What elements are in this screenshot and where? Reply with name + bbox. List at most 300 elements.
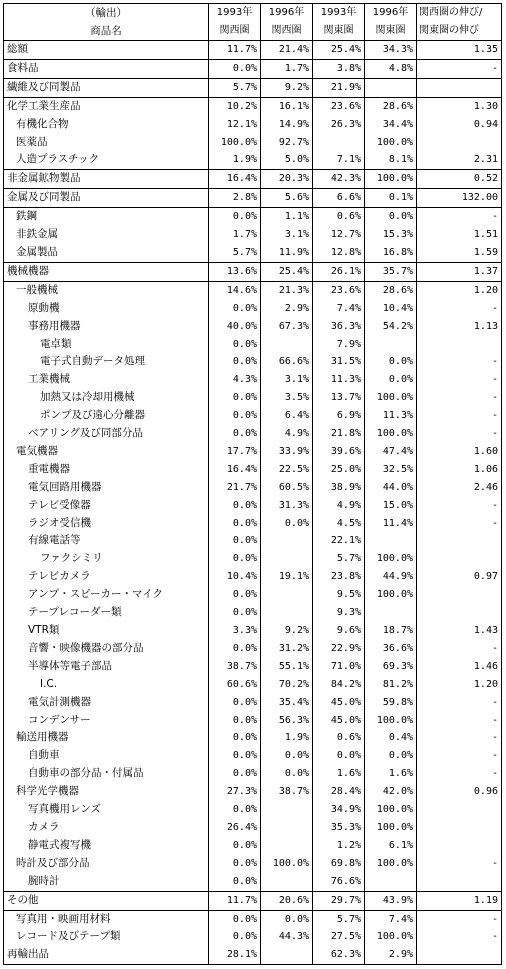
- value-cell: 10.4%: [365, 300, 417, 318]
- value-cell: 1.1%: [261, 208, 313, 226]
- table-row: [4, 891, 502, 910]
- row-name: 化学工業生産品: [4, 97, 209, 115]
- value-cell: 9.5%: [313, 586, 365, 604]
- value-cell: 1.6%: [313, 765, 365, 783]
- value-cell: 59.8%: [365, 694, 417, 712]
- table-row: [4, 532, 502, 550]
- value-cell: 28.1%: [209, 946, 261, 964]
- value-cell: 0.0%: [209, 640, 261, 658]
- value-cell: 4.8%: [365, 59, 417, 78]
- growth-cell: 0.94: [417, 116, 502, 134]
- value-cell: 2.9%: [365, 946, 417, 964]
- table-row: [4, 336, 502, 354]
- row-name: 輸送用機器: [4, 729, 209, 747]
- table-row: [4, 208, 502, 226]
- growth-cell: 1.20: [417, 676, 502, 694]
- row-name: 電子式自動データ処理: [4, 353, 209, 371]
- growth-cell: -: [417, 928, 502, 946]
- value-cell: 0.0%: [209, 300, 261, 318]
- value-cell: 0.0%: [209, 59, 261, 78]
- value-cell: 0.0%: [209, 407, 261, 425]
- table-row: [4, 747, 502, 765]
- value-cell: 35.3%: [313, 819, 365, 837]
- growth-cell: [417, 134, 502, 152]
- row-name: 電卓類: [4, 336, 209, 354]
- row-name: レコード及びテープ類: [4, 928, 209, 946]
- value-cell: 5.7%: [209, 78, 261, 97]
- value-cell: 23.8%: [313, 568, 365, 586]
- value-cell: 1.7%: [261, 59, 313, 78]
- growth-cell: -: [417, 855, 502, 873]
- growth-cell: 1.51: [417, 226, 502, 244]
- value-cell: 100.0%: [209, 134, 261, 152]
- row-name: ベアリング及び同部分品: [4, 425, 209, 443]
- value-cell: 0.0%: [209, 837, 261, 855]
- value-cell: 0.0%: [209, 910, 261, 928]
- growth-cell: [417, 78, 502, 97]
- value-cell: 13.6%: [209, 262, 261, 281]
- value-cell: 18.7%: [365, 622, 417, 640]
- table-row: [4, 151, 502, 169]
- value-cell: 21.3%: [261, 281, 313, 299]
- value-cell: 7.9%: [313, 336, 365, 354]
- row-name: 医薬品: [4, 134, 209, 152]
- value-cell: 28.6%: [365, 281, 417, 299]
- growth-cell: 1.37: [417, 262, 502, 281]
- row-name: 電気機器: [4, 443, 209, 461]
- table-row: [4, 855, 502, 873]
- growth-cell: -: [417, 910, 502, 928]
- value-cell: 0.0%: [209, 729, 261, 747]
- value-cell: 10.4%: [209, 568, 261, 586]
- header-growth-bottom: 関東圏の伸び: [417, 22, 502, 41]
- value-cell: 60.6%: [209, 676, 261, 694]
- row-name: 自動車の部分品・付属品: [4, 765, 209, 783]
- table-row: [4, 515, 502, 533]
- value-cell: 0.0%: [209, 515, 261, 533]
- value-cell: 8.1%: [365, 151, 417, 169]
- value-cell: 22.5%: [261, 461, 313, 479]
- table-row: [4, 461, 502, 479]
- growth-cell: 1.06: [417, 461, 502, 479]
- table-row: [4, 658, 502, 676]
- table-row: [4, 189, 502, 208]
- row-name: 電気回路用機器: [4, 479, 209, 497]
- row-name: 有機化合物: [4, 116, 209, 134]
- value-cell: 21.4%: [261, 41, 313, 60]
- growth-cell: -: [417, 747, 502, 765]
- value-cell: 6.6%: [313, 189, 365, 208]
- table-body: [4, 41, 502, 965]
- value-cell: 31.3%: [261, 497, 313, 515]
- value-cell: 11.4%: [365, 515, 417, 533]
- value-cell: 10.2%: [209, 97, 261, 115]
- value-cell: 35.4%: [261, 694, 313, 712]
- header-year-col4: 1996年: [365, 4, 417, 23]
- row-name: 原動機: [4, 300, 209, 318]
- growth-cell: 1.20: [417, 281, 502, 299]
- growth-cell: -: [417, 515, 502, 533]
- table-row: [4, 41, 502, 60]
- row-name: 金属製品: [4, 244, 209, 262]
- growth-cell: -: [417, 407, 502, 425]
- value-cell: [261, 946, 313, 964]
- value-cell: 34.3%: [365, 41, 417, 60]
- value-cell: 5.0%: [261, 151, 313, 169]
- value-cell: 6.4%: [261, 407, 313, 425]
- table-row: [4, 78, 502, 97]
- value-cell: 0.0%: [209, 765, 261, 783]
- value-cell: 70.2%: [261, 676, 313, 694]
- value-cell: 9.6%: [313, 622, 365, 640]
- value-cell: 3.8%: [313, 59, 365, 78]
- value-cell: 0.0%: [261, 910, 313, 928]
- row-name: 総額: [4, 41, 209, 60]
- table-row: [4, 819, 502, 837]
- value-cell: 20.6%: [261, 891, 313, 910]
- value-cell: 42.0%: [365, 783, 417, 801]
- table-row: [4, 946, 502, 964]
- value-cell: 100.0%: [365, 855, 417, 873]
- value-cell: 2.8%: [209, 189, 261, 208]
- value-cell: 39.6%: [313, 443, 365, 461]
- value-cell: [365, 78, 417, 97]
- table-row: [4, 712, 502, 730]
- value-cell: 47.4%: [365, 443, 417, 461]
- value-cell: 1.9%: [209, 151, 261, 169]
- value-cell: 7.1%: [313, 151, 365, 169]
- value-cell: 34.4%: [365, 116, 417, 134]
- row-name: 自動車: [4, 747, 209, 765]
- value-cell: 7.4%: [365, 910, 417, 928]
- row-name: 繊維及び同製品: [4, 78, 209, 97]
- growth-cell: 132.00: [417, 189, 502, 208]
- growth-cell: -: [417, 729, 502, 747]
- row-name: カメラ: [4, 819, 209, 837]
- value-cell: 45.0%: [313, 694, 365, 712]
- value-cell: 100.0%: [365, 134, 417, 152]
- value-cell: 92.7%: [261, 134, 313, 152]
- header-label-bottom: 商品名: [4, 22, 209, 41]
- value-cell: [261, 873, 313, 891]
- value-cell: 42.3%: [313, 170, 365, 189]
- table-row: [4, 170, 502, 189]
- value-cell: 6.9%: [313, 407, 365, 425]
- row-name: 機械機器: [4, 262, 209, 281]
- value-cell: 16.1%: [261, 97, 313, 115]
- value-cell: 38.7%: [209, 658, 261, 676]
- table-row: [4, 873, 502, 891]
- row-name: 非鉄金属: [4, 226, 209, 244]
- value-cell: 71.0%: [313, 658, 365, 676]
- table-row: [4, 622, 502, 640]
- growth-cell: -: [417, 640, 502, 658]
- table-row: [4, 640, 502, 658]
- value-cell: 21.9%: [313, 78, 365, 97]
- value-cell: 26.1%: [313, 262, 365, 281]
- header-region-col4: 関東圏: [365, 22, 417, 41]
- table-row: [4, 550, 502, 568]
- table-row: [4, 497, 502, 515]
- row-name: 重電機器: [4, 461, 209, 479]
- row-name: 人造プラスチック: [4, 151, 209, 169]
- table-row: [4, 226, 502, 244]
- row-name: アンプ・スピーカー・マイク: [4, 586, 209, 604]
- growth-cell: [417, 532, 502, 550]
- value-cell: 25.4%: [313, 41, 365, 60]
- value-cell: 56.3%: [261, 712, 313, 730]
- row-name: 腕時計: [4, 873, 209, 891]
- growth-cell: 0.97: [417, 568, 502, 586]
- value-cell: 0.0%: [261, 747, 313, 765]
- table-row: [4, 59, 502, 78]
- row-name: 音響・映像機器の部分品: [4, 640, 209, 658]
- value-cell: 27.5%: [313, 928, 365, 946]
- row-name: I.C.: [4, 676, 209, 694]
- value-cell: 62.3%: [313, 946, 365, 964]
- row-name: 静電式複写機: [4, 837, 209, 855]
- growth-cell: 0.96: [417, 783, 502, 801]
- header-label-top: （輸出）: [4, 4, 209, 23]
- value-cell: 16.4%: [209, 461, 261, 479]
- value-cell: 34.9%: [313, 801, 365, 819]
- growth-cell: 1.60: [417, 443, 502, 461]
- value-cell: 38.7%: [261, 783, 313, 801]
- table-row: [4, 479, 502, 497]
- value-cell: 13.7%: [313, 389, 365, 407]
- table-row: [4, 837, 502, 855]
- row-name: テレビ受像器: [4, 497, 209, 515]
- value-cell: 4.9%: [313, 497, 365, 515]
- value-cell: 0.6%: [313, 729, 365, 747]
- value-cell: 0.0%: [209, 855, 261, 873]
- value-cell: 28.4%: [313, 783, 365, 801]
- value-cell: 0.0%: [209, 694, 261, 712]
- value-cell: 5.7%: [313, 550, 365, 568]
- value-cell: 22.9%: [313, 640, 365, 658]
- value-cell: 100.0%: [261, 855, 313, 873]
- value-cell: 16.8%: [365, 244, 417, 262]
- value-cell: 36.3%: [313, 318, 365, 336]
- value-cell: [261, 550, 313, 568]
- value-cell: 9.2%: [261, 622, 313, 640]
- table-row: [4, 928, 502, 946]
- value-cell: 0.0%: [261, 515, 313, 533]
- growth-cell: 1.19: [417, 891, 502, 910]
- table-row: [4, 910, 502, 928]
- value-cell: 0.0%: [365, 208, 417, 226]
- row-name: 再輸出品: [4, 946, 209, 964]
- table-row: [4, 604, 502, 622]
- growth-cell: [417, 946, 502, 964]
- value-cell: 11.9%: [261, 244, 313, 262]
- value-cell: 3.5%: [261, 389, 313, 407]
- value-cell: 33.9%: [261, 443, 313, 461]
- value-cell: 1.9%: [261, 729, 313, 747]
- table-row: [4, 134, 502, 152]
- value-cell: 1.6%: [365, 765, 417, 783]
- value-cell: 9.2%: [261, 78, 313, 97]
- value-cell: 66.6%: [261, 353, 313, 371]
- value-cell: 15.3%: [365, 226, 417, 244]
- value-cell: 4.9%: [261, 425, 313, 443]
- row-name: ラジオ受信機: [4, 515, 209, 533]
- row-name: テレビカメラ: [4, 568, 209, 586]
- value-cell: 100.0%: [365, 819, 417, 837]
- growth-cell: -: [417, 353, 502, 371]
- value-cell: 40.0%: [209, 318, 261, 336]
- value-cell: 12.8%: [313, 244, 365, 262]
- value-cell: 31.5%: [313, 353, 365, 371]
- table-row: [4, 262, 502, 281]
- value-cell: [365, 604, 417, 622]
- value-cell: 0.0%: [209, 550, 261, 568]
- value-cell: 1.2%: [313, 837, 365, 855]
- growth-cell: 1.30: [417, 97, 502, 115]
- table-row: [4, 281, 502, 299]
- value-cell: 100.0%: [365, 389, 417, 407]
- growth-cell: 1.13: [417, 318, 502, 336]
- value-cell: 3.1%: [261, 371, 313, 389]
- growth-cell: -: [417, 765, 502, 783]
- value-cell: [365, 336, 417, 354]
- table-row: [4, 586, 502, 604]
- table-row: [4, 371, 502, 389]
- growth-cell: -: [417, 300, 502, 318]
- value-cell: [261, 819, 313, 837]
- growth-cell: 1.43: [417, 622, 502, 640]
- value-cell: [261, 837, 313, 855]
- value-cell: 31.2%: [261, 640, 313, 658]
- value-cell: 21.8%: [313, 425, 365, 443]
- value-cell: 44.3%: [261, 928, 313, 946]
- value-cell: 0.0%: [209, 747, 261, 765]
- value-cell: 100.0%: [365, 928, 417, 946]
- value-cell: 2.9%: [261, 300, 313, 318]
- value-cell: 25.4%: [261, 262, 313, 281]
- value-cell: [261, 801, 313, 819]
- header-region-col2: 関西圏: [261, 22, 313, 41]
- header-row-1: [4, 4, 502, 23]
- value-cell: 22.1%: [313, 532, 365, 550]
- row-name: 写真機用レンズ: [4, 801, 209, 819]
- growth-cell: 1.46: [417, 658, 502, 676]
- value-cell: 0.0%: [209, 928, 261, 946]
- value-cell: 14.6%: [209, 281, 261, 299]
- growth-cell: -: [417, 59, 502, 78]
- value-cell: 0.0%: [261, 765, 313, 783]
- row-name: 事務用機器: [4, 318, 209, 336]
- value-cell: [261, 586, 313, 604]
- table-row: [4, 97, 502, 115]
- row-name: 金属及び同製品: [4, 189, 209, 208]
- header-region-col1: 関西圏: [209, 22, 261, 41]
- header-year-col2: 1996年: [261, 4, 313, 23]
- row-name: その他: [4, 891, 209, 910]
- value-cell: 19.1%: [261, 568, 313, 586]
- row-name: テープレコーダー類: [4, 604, 209, 622]
- value-cell: 0.0%: [209, 532, 261, 550]
- value-cell: 81.2%: [365, 676, 417, 694]
- value-cell: 11.3%: [313, 371, 365, 389]
- value-cell: 7.4%: [313, 300, 365, 318]
- growth-cell: [417, 586, 502, 604]
- table-row: [4, 694, 502, 712]
- value-cell: 45.0%: [313, 712, 365, 730]
- value-cell: 43.9%: [365, 891, 417, 910]
- header-year-col1: 1993年: [209, 4, 261, 23]
- growth-cell: -: [417, 371, 502, 389]
- row-name: 工業機械: [4, 371, 209, 389]
- growth-cell: 0.52: [417, 170, 502, 189]
- value-cell: 0.0%: [365, 371, 417, 389]
- value-cell: 32.5%: [365, 461, 417, 479]
- value-cell: 54.2%: [365, 318, 417, 336]
- row-name: 加熱又は冷却用機械: [4, 389, 209, 407]
- value-cell: [261, 604, 313, 622]
- value-cell: 100.0%: [365, 801, 417, 819]
- growth-cell: [417, 604, 502, 622]
- row-name: 科学光学機器: [4, 783, 209, 801]
- value-cell: 28.6%: [365, 97, 417, 115]
- row-name: 半導体等電子部品: [4, 658, 209, 676]
- value-cell: 6.1%: [365, 837, 417, 855]
- growth-cell: -: [417, 425, 502, 443]
- value-cell: 0.4%: [365, 729, 417, 747]
- row-name: 非金属鉱物製品: [4, 170, 209, 189]
- value-cell: 5.6%: [261, 189, 313, 208]
- value-cell: 15.0%: [365, 497, 417, 515]
- row-name: 時計及び部分品: [4, 855, 209, 873]
- value-cell: 9.3%: [313, 604, 365, 622]
- value-cell: 84.2%: [313, 676, 365, 694]
- value-cell: 100.0%: [365, 170, 417, 189]
- value-cell: 23.6%: [313, 281, 365, 299]
- row-name: 一般機械: [4, 281, 209, 299]
- value-cell: 4.3%: [209, 371, 261, 389]
- value-cell: 100.0%: [365, 712, 417, 730]
- row-name: ファクシミリ: [4, 550, 209, 568]
- value-cell: 0.0%: [209, 712, 261, 730]
- value-cell: 5.7%: [313, 910, 365, 928]
- growth-cell: -: [417, 497, 502, 515]
- growth-cell: -: [417, 389, 502, 407]
- growth-cell: 2.31: [417, 151, 502, 169]
- value-cell: 11.3%: [365, 407, 417, 425]
- table-row: [4, 425, 502, 443]
- value-cell: 60.5%: [261, 479, 313, 497]
- value-cell: 100.0%: [365, 425, 417, 443]
- value-cell: 44.9%: [365, 568, 417, 586]
- table-row: [4, 676, 502, 694]
- value-cell: 0.0%: [209, 208, 261, 226]
- row-name: 鉄鋼: [4, 208, 209, 226]
- value-cell: [261, 532, 313, 550]
- value-cell: 4.5%: [313, 515, 365, 533]
- value-cell: [261, 336, 313, 354]
- value-cell: 3.3%: [209, 622, 261, 640]
- growth-cell: [417, 801, 502, 819]
- value-cell: 36.6%: [365, 640, 417, 658]
- value-cell: 14.9%: [261, 116, 313, 134]
- growth-cell: -: [417, 694, 502, 712]
- value-cell: 100.0%: [365, 586, 417, 604]
- value-cell: 76.6%: [313, 873, 365, 891]
- growth-cell: -: [417, 208, 502, 226]
- value-cell: 0.1%: [365, 189, 417, 208]
- table-row: [4, 389, 502, 407]
- row-name: 電気計測機器: [4, 694, 209, 712]
